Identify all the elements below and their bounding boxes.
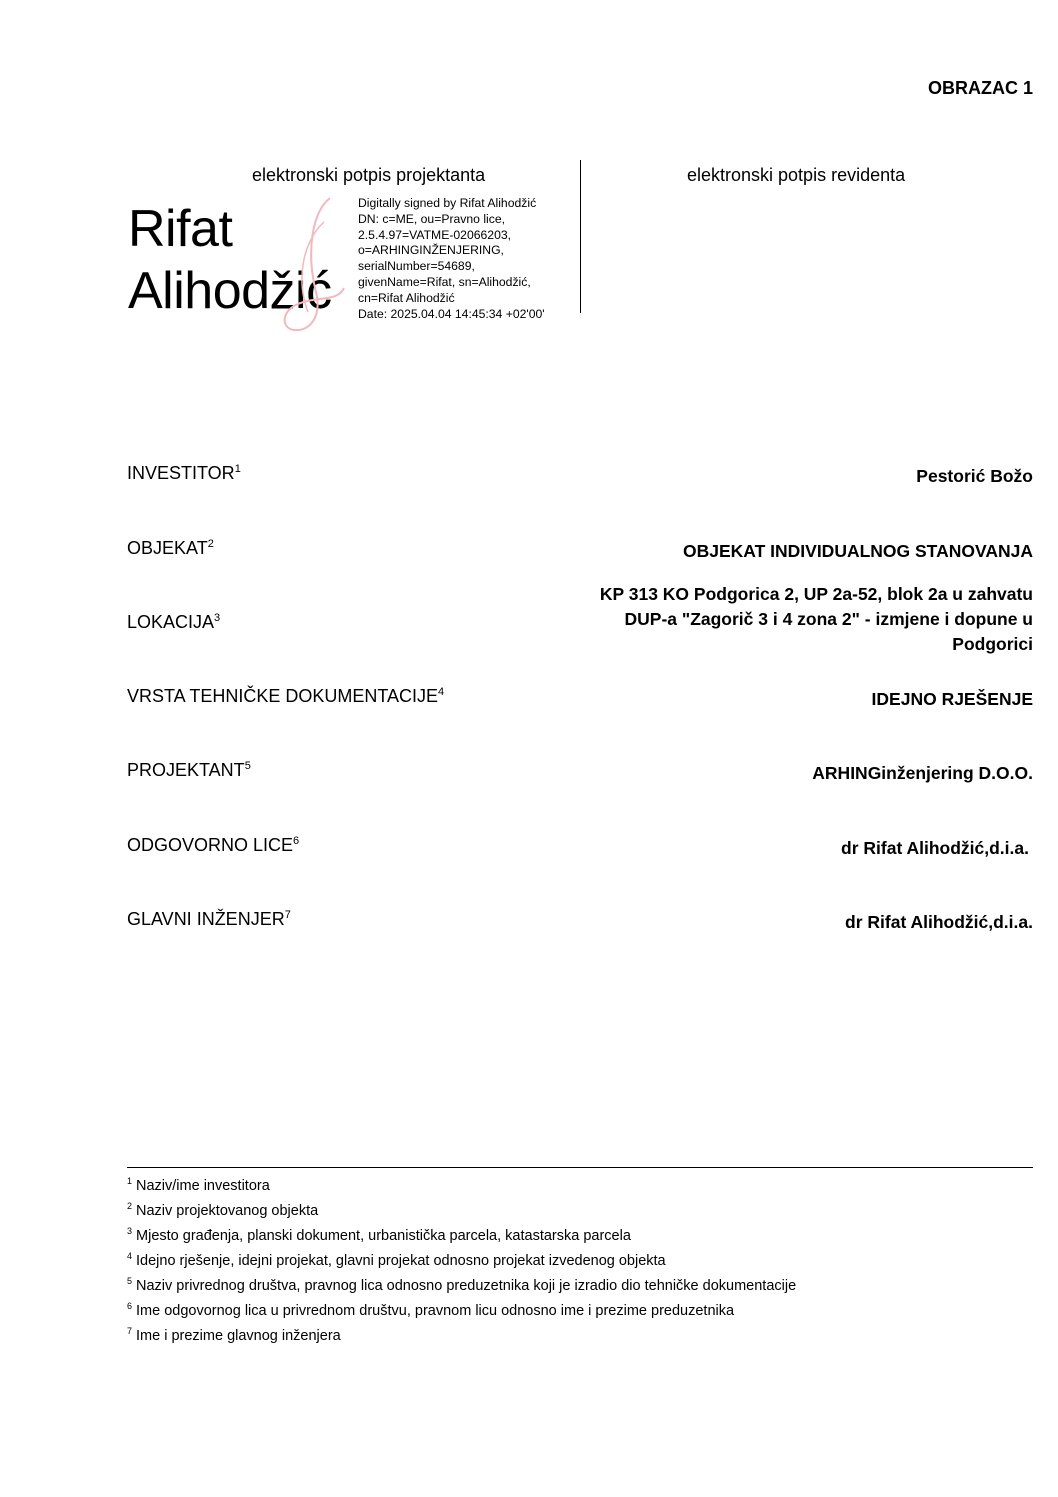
field-value: OBJEKAT INDIVIDUALNOG STANOVANJA [682,541,1033,561]
footnote: $^2$ Naziv projektovanog objekta [127,1201,319,1219]
field-label: VRSTA TEHNIČKE DOKUMENTACIJE$^4$ [127,686,445,706]
field-label: LOKACIJA$^3$ [127,612,221,632]
signature-name-first: Rifat [128,200,233,258]
field-label: INVESTITOR$^1$ [127,463,241,483]
signature-detail-line: givenName=Rifat, sn=Alihodžić, [358,274,531,289]
field-value: IDEJNO RJEŠENJE [871,689,1033,709]
footnote: $^5$ Naziv privrednog društva, pravnog lica odnosno preduzetnika koji je izradio dio tehničke dokumentacije [127,1276,797,1294]
signature-detail-line: 2.5.4.97=VATME-02066203, [358,227,512,242]
reviewer-signature-caption: elektronski potpis revidenta [687,165,906,185]
field-label: GLAVNI INŽENJER$^7$ [127,909,291,929]
field-value: ARHINGinženjering D.O.O. [812,763,1033,783]
footnote: $^1$ Naziv/ime investitora [127,1176,270,1194]
field-value: Pestorić Božo [916,466,1033,486]
form-number: OBRAZAC 1 [927,78,1033,98]
signature-detail-line: Digitally signed by Rifat Alihodžić [358,196,537,210]
signature-detail-line: serialNumber=54689, [358,259,475,274]
designer-signature-caption: elektronski potpis projektanta [252,165,486,185]
field-label: ODGOVORNO LICE$^6$ [127,835,300,855]
signature-detail-line: DN: c=ME, ou=Pravno lice, [358,211,505,226]
footnote: $^3$ Mjesto građenja, planski dokument, urbanistička parcela, katastarska parcela [127,1226,631,1244]
signature-detail-line: o=ARHINGINŽENJERING, [358,243,504,258]
footnote: $^4$ Idejno rješenje, idejni projekat, glavni projekat odnosno projekat izvedenog objekta [127,1251,666,1269]
signature-detail-line: cn=Rifat Alihodžić [358,290,455,305]
footnote: $^7$ Ime i prezime glavnog inženjera [127,1326,341,1344]
field-label: OBJEKAT$^2$ [127,538,214,558]
signature-name-last: Alihodžić [128,262,332,320]
signature-details [358,196,545,322]
signature-divider [580,160,581,313]
footnote: $^6$ Ime odgovornog lica u privrednom društvu, pravnom licu odnosno ime i prezime preduzetnika [127,1301,735,1319]
signature-flourish-icon [272,192,352,337]
field-label: PROJEKTANT$^5$ [127,760,251,780]
field-value: dr Rifat Alihodžić,d.i.a. [841,838,1029,858]
footnote-divider [127,1167,1033,1168]
signature-detail-line: Date: 2025.04.04 14:45:34 +02'00' [358,306,545,321]
field-value: KP 313 KO Podgorica 2, UP 2a-52, blok 2a u zahvatu DUP-a "Zagorič 3 i 4 zona 2" - izmjene i dopune u Podgorici [599,584,1033,654]
field-value: dr Rifat Alihodžić,d.i.a. [845,912,1033,932]
